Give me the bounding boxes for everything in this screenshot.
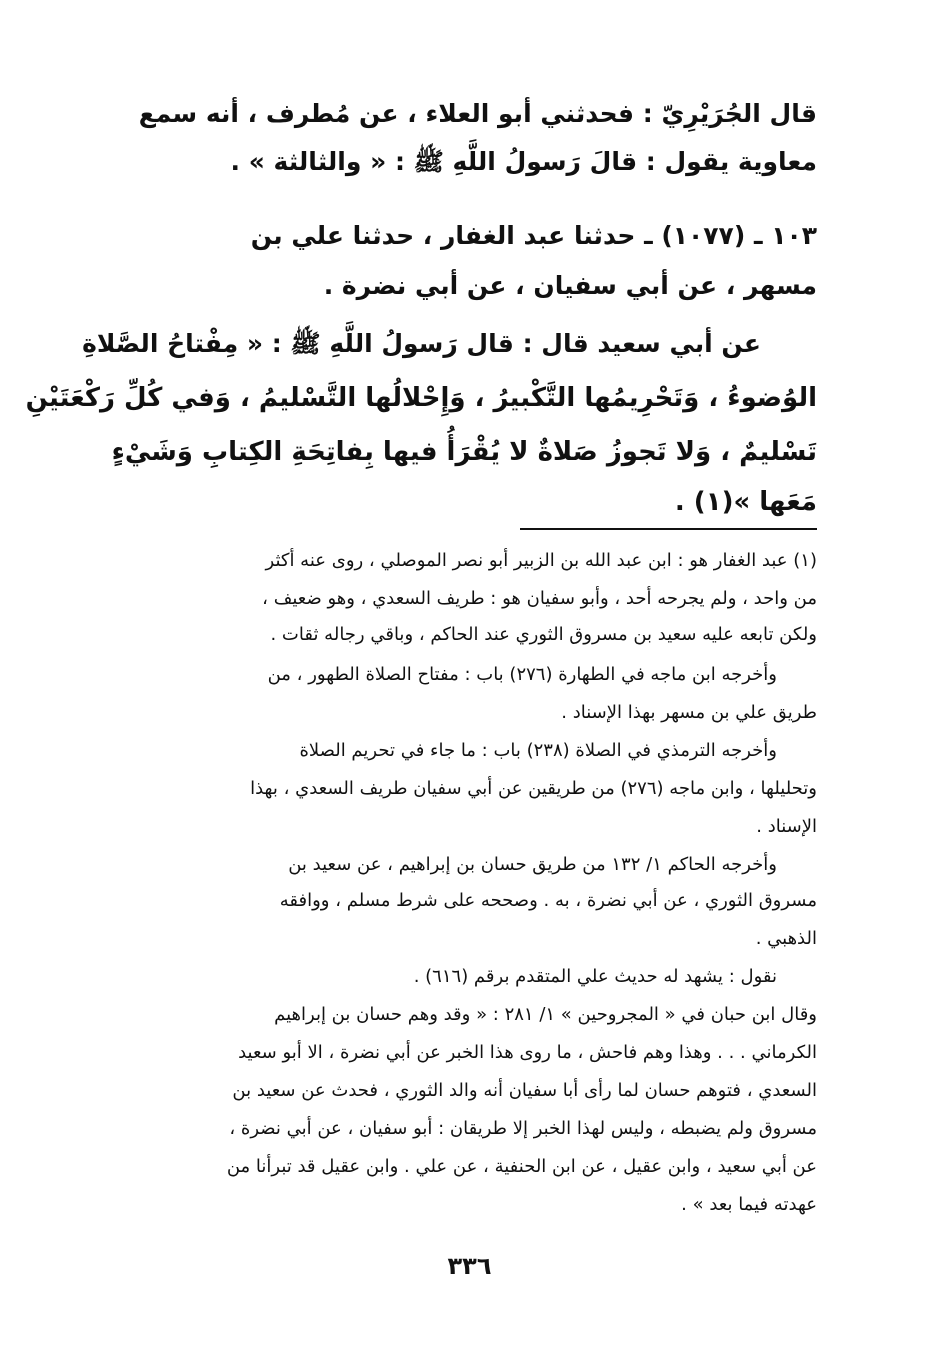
footnote-line: (١) عبد الغفار هو : ابن عبد الله بن الزبير أبو نصر الموصلي ، روى عنه أكثر <box>265 550 817 571</box>
main-text-line: عن أبي سعيد قال : قال رَسولُ اللَّهِ ﷺ : « مِفْتاحُ الصَّلاةِ <box>82 329 761 358</box>
footnote-line: الكرماني . . . وهذا وهم فاحش ، ما روى هذا الخبر عن أبي نضرة ، الا أبو سعيد <box>238 1042 817 1063</box>
footnote-line: وأخرجه الترمذي في الصلاة (٢٣٨) باب : ما جاء في تحريم الصلاة <box>299 740 777 761</box>
footnote-line: وقال ابن حبان في « المجروحين » ١/ ٢٨١ : « وقد وهم حسان بن إبراهيم <box>274 1004 817 1025</box>
hadith-text-line: مَعَها »(١) . <box>674 487 817 517</box>
footnote-separator <box>520 528 817 530</box>
footnote-line: طريق علي بن مسهر بهذا الإسناد . <box>561 702 817 723</box>
footnote-line: نقول : يشهد له حديث علي المتقدم برقم (٦١٦) . <box>413 966 777 987</box>
page-number: ٣٣٦ <box>447 1252 492 1280</box>
footnote-line: مسروق ولم يضبطه ، وليس لهذا الخبر إلا طريقان : أبو سفيان ، عن أبي نضرة ، <box>229 1118 817 1139</box>
hadith-text-line: الوُضوءُ ، وَتَحْرِيمُها التَّكْبيرُ ، وَإِحْلالُها التَّسْليمُ ، وَفي كُلِّ رَكْعَتَيْنِ <box>25 383 817 413</box>
footnote-line: من واحد ، ولم يجرحه أحد ، وأبو سفيان هو : طريف السعدي ، وهو ضعيف ، <box>262 588 817 609</box>
footnote-line: عهدته فيما بعد » . <box>681 1194 817 1215</box>
footnote-line: وأخرجه الحاكم ١/ ١٣٢ من طريق حسان بن إبراهيم ، عن سعيد بن <box>288 854 777 875</box>
main-text-line: قال الجُرَيْرِيّ : فحدثني أبو العلاء ، عن مُطرف ، أنه سمع <box>138 99 817 128</box>
footnote-line: السعدي ، فتوهم حسان لما رأى أبا سفيان أنه والد الثوري ، فحدث عن سعيد بن <box>232 1080 817 1101</box>
footnote-line: الذهبي . <box>755 928 817 949</box>
hadith-number-line: ١٠٣ ـ (١٠٧٧) ـ حدثنا عبد الغفار ، حدثنا علي بن <box>250 221 817 250</box>
main-text-line: معاوية يقول : قالَ رَسولُ اللَّهِ ﷺ : « والثالثة » . <box>230 147 817 176</box>
footnote-line: مسروق الثوري ، عن أبي نضرة ، به . وصححه على شرط مسلم ، ووافقه <box>279 890 817 911</box>
footnote-line: ولكن تابعه عليه سعيد بن مسروق الثوري عند الحاكم ، وباقي رجاله ثقات . <box>270 624 817 645</box>
footnote-line: الإسناد . <box>756 816 817 837</box>
footnote-line: وأخرجه ابن ماجه في الطهارة (٢٧٦) باب : مفتاح الصلاة الطهور ، من <box>267 664 777 685</box>
footnote-line: عن أبي سعيد ، وابن عقيل ، عن ابن الحنفية ، عن علي . وابن عقيل قد تبرأنا من <box>226 1156 817 1177</box>
main-text-line: مسهر ، عن أبي سفيان ، عن أبي نضرة . <box>323 271 817 300</box>
hadith-text-line: تَسْليمٌ ، وَلا تَجوزُ صَلاةٌ لا يُقْرَأُ فيها بِفاتِحَةِ الكِتابِ وَشَيْءٍ <box>111 437 817 467</box>
footnote-line: وتحليلها ، وابن ماجه (٢٧٦) من طريقين عن أبي سفيان طريف السعدي ، بهذا <box>250 778 817 799</box>
